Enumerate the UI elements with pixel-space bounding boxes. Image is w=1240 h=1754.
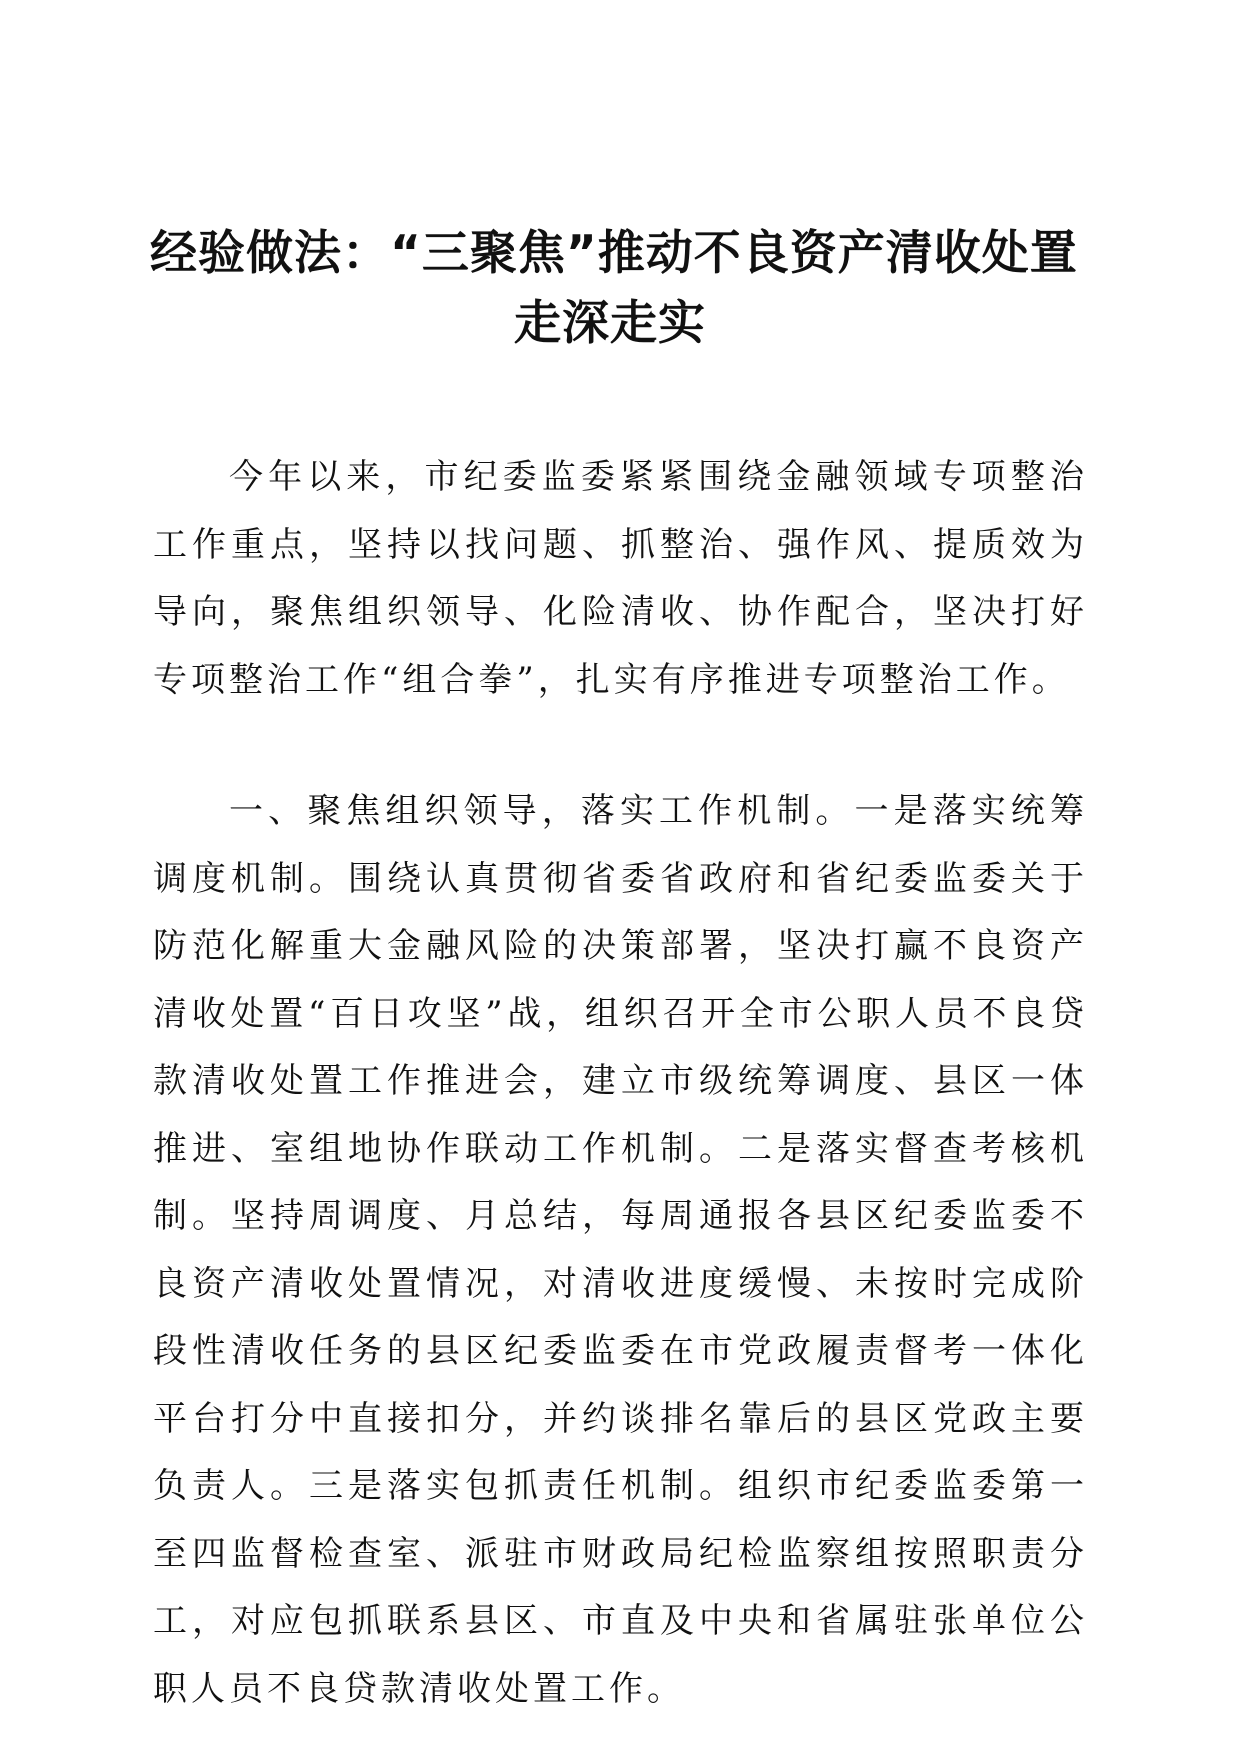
title-line-2: 走深走实 xyxy=(514,296,706,352)
title-line-1: 经验做法：“三聚焦”推动不良资产清收处置 xyxy=(150,226,1078,282)
document-title xyxy=(150,219,1078,359)
intro-paragraph: 今年以来，市纪委监委紧紧围绕金融领域专项整治工作重点，坚持以找问题、抓整治、强作风、提质效为导向，聚焦组织领导、化险清收、协作配合，坚决打好专项整治工作“组合拳”，扎实有序推进专项整治工作。 xyxy=(153,457,1088,700)
section-one-paragraph: 一、聚焦组织领导，落实工作机制。一是落实统筹调度机制。围绕认真贯彻省委省政府和省纪委监委关于防范化解重大金融风险的决策部署，坚决打赢不良资产清收处置“百日攻坚”战，组织召开全市公职人员不良贷款清收处置工作推进会，建立市级统筹调度、县区一体推进、室组地协作联动工作机制。二是落实督查考核机制。坚持周调度、月总结，每周通报各县区纪委监委不良资产清收处置情况，对清收进度缓慢、未按时完成阶段性清收任务的县区纪委监委在市党政履责督考一体化平台打分中直接扣分，并约谈排名靠后的县区党政主要负责人。三是落实包抓责任机制。组织市纪委监委第一至四监督检查室、派驻市财政局纪检监察组按照职责分工，对应包抓联系县区、市直及中央和省属驻张单位公职人员不良贷款清收处置工作。 xyxy=(153,791,1088,1709)
